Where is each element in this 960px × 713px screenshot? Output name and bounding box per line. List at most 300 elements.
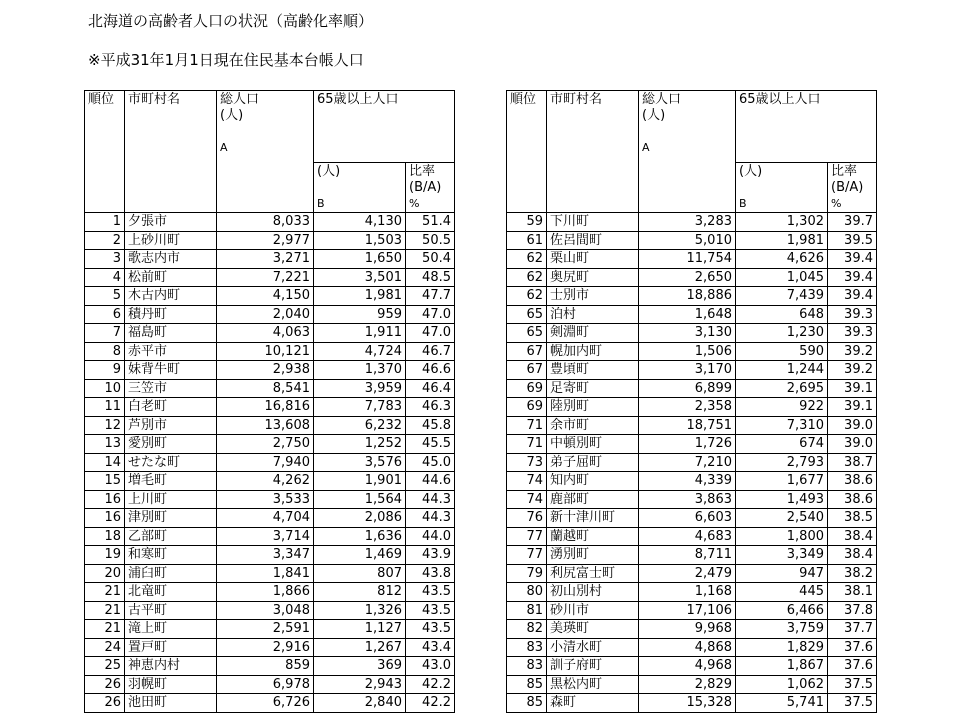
municipality-name-cell: 小清水町 — [547, 638, 639, 657]
table-row — [507, 657, 877, 676]
table-row — [85, 213, 455, 232]
municipality-name-cell: 三笠市 — [125, 379, 217, 398]
total-population-cell: 7,210 — [639, 453, 736, 472]
municipality-name-cell: 蘭越町 — [547, 527, 639, 546]
aging-rate-cell: 38.6 — [828, 472, 877, 491]
rank-cell: 21 — [85, 601, 125, 620]
total-population-cell: 13,608 — [217, 416, 314, 435]
table-row — [507, 231, 877, 250]
table-row — [85, 546, 455, 565]
municipality-name-cell: 置戸町 — [125, 638, 217, 657]
table-row — [507, 601, 877, 620]
elderly-population-cell: 2,086 — [314, 509, 406, 528]
rank-cell: 85 — [507, 675, 547, 694]
aging-rate-cell: 37.6 — [828, 657, 877, 676]
municipality-name-cell: 和寒町 — [125, 546, 217, 565]
total-population-cell: 859 — [217, 657, 314, 676]
municipality-name-cell: 幌加内町 — [547, 342, 639, 361]
rank-cell: 61 — [507, 231, 547, 250]
total-population-cell: 18,886 — [639, 287, 736, 306]
rank-cell: 80 — [507, 583, 547, 602]
aging-rate-cell: 38.1 — [828, 583, 877, 602]
aging-rate-cell: 39.1 — [828, 379, 877, 398]
total-population-cell: 1,648 — [639, 305, 736, 324]
elderly-population-cell: 1,302 — [736, 213, 828, 232]
total-population-cell: 3,170 — [639, 361, 736, 380]
aging-rate-cell: 45.0 — [406, 453, 455, 472]
table-row — [507, 638, 877, 657]
elderly-population-cell: 1,127 — [314, 620, 406, 639]
total-population-cell: 2,040 — [217, 305, 314, 324]
elderly-population-cell: 7,310 — [736, 416, 828, 435]
rank-cell: 6 — [85, 305, 125, 324]
municipality-name-cell: 湧別町 — [547, 546, 639, 565]
municipality-name-cell: 赤平市 — [125, 342, 217, 361]
aging-rate-cell: 39.3 — [828, 324, 877, 343]
aging-rate-cell: 39.0 — [828, 435, 877, 454]
total-population-cell: 4,150 — [217, 287, 314, 306]
rank-cell: 83 — [507, 638, 547, 657]
rank-cell: 67 — [507, 342, 547, 361]
aging-rate-cell: 38.2 — [828, 564, 877, 583]
total-population-cell: 1,726 — [639, 435, 736, 454]
aging-rate-cell: 43.9 — [406, 546, 455, 565]
municipality-name-cell: 妹背牛町 — [125, 361, 217, 380]
total-population-cell: 11,754 — [639, 250, 736, 269]
aging-rate-cell: 45.8 — [406, 416, 455, 435]
municipality-name-cell: 古平町 — [125, 601, 217, 620]
municipality-name-cell: 剣淵町 — [547, 324, 639, 343]
elderly-population-cell: 812 — [314, 583, 406, 602]
total-population-cell: 15,328 — [639, 694, 736, 713]
elderly-population-cell: 959 — [314, 305, 406, 324]
municipality-name-cell: 浦臼町 — [125, 564, 217, 583]
aging-rate-cell: 38.5 — [828, 509, 877, 528]
municipality-name-cell: 福島町 — [125, 324, 217, 343]
total-population-cell: 7,221 — [217, 268, 314, 287]
total-population-cell: 2,916 — [217, 638, 314, 657]
municipality-name-cell: 知内町 — [547, 472, 639, 491]
table-row — [507, 527, 877, 546]
municipality-name-cell: 奥尻町 — [547, 268, 639, 287]
rank-cell: 81 — [507, 601, 547, 620]
header-total: 総人口 (人) A — [217, 91, 314, 213]
municipality-name-cell: 上砂川町 — [125, 231, 217, 250]
elderly-population-cell: 1,564 — [314, 490, 406, 509]
header-elderly: 65歳以上人口 — [736, 91, 877, 163]
table-row — [85, 231, 455, 250]
rank-cell: 26 — [85, 694, 125, 713]
rank-cell: 2 — [85, 231, 125, 250]
aging-rate-cell: 39.2 — [828, 361, 877, 380]
aging-rate-cell: 37.6 — [828, 638, 877, 657]
elderly-population-cell: 3,759 — [736, 620, 828, 639]
elderly-population-cell: 807 — [314, 564, 406, 583]
municipality-name-cell: 陸別町 — [547, 398, 639, 417]
total-population-cell: 3,533 — [217, 490, 314, 509]
aging-rate-cell: 42.2 — [406, 694, 455, 713]
elderly-population-cell: 1,901 — [314, 472, 406, 491]
total-population-cell: 1,866 — [217, 583, 314, 602]
aging-rate-cell: 46.3 — [406, 398, 455, 417]
aging-rate-cell: 43.0 — [406, 657, 455, 676]
rank-cell: 77 — [507, 546, 547, 565]
aging-rate-cell: 51.4 — [406, 213, 455, 232]
rank-cell: 19 — [85, 546, 125, 565]
rank-cell: 67 — [507, 361, 547, 380]
municipality-name-cell: 津別町 — [125, 509, 217, 528]
elderly-population-cell: 590 — [736, 342, 828, 361]
total-population-cell: 6,978 — [217, 675, 314, 694]
table-row — [507, 268, 877, 287]
municipality-name-cell: 池田町 — [125, 694, 217, 713]
aging-rate-cell: 44.3 — [406, 509, 455, 528]
municipality-name-cell: 滝上町 — [125, 620, 217, 639]
total-population-cell: 3,283 — [639, 213, 736, 232]
total-population-cell: 4,968 — [639, 657, 736, 676]
elderly-population-cell: 5,741 — [736, 694, 828, 713]
aging-rate-cell: 37.7 — [828, 620, 877, 639]
rank-cell: 21 — [85, 583, 125, 602]
elderly-population-cell: 1,370 — [314, 361, 406, 380]
municipality-name-cell: 弟子屈町 — [547, 453, 639, 472]
elderly-population-cell: 1,911 — [314, 324, 406, 343]
total-population-cell: 3,271 — [217, 250, 314, 269]
total-population-cell: 2,938 — [217, 361, 314, 380]
total-population-cell: 6,899 — [639, 379, 736, 398]
aging-rate-cell: 46.7 — [406, 342, 455, 361]
elderly-population-cell: 3,501 — [314, 268, 406, 287]
elderly-population-cell: 1,469 — [314, 546, 406, 565]
table-row — [85, 379, 455, 398]
table-row — [85, 583, 455, 602]
total-population-cell: 3,863 — [639, 490, 736, 509]
total-population-cell: 8,033 — [217, 213, 314, 232]
total-population-cell: 9,968 — [639, 620, 736, 639]
municipality-name-cell: 初山別村 — [547, 583, 639, 602]
total-population-cell: 4,262 — [217, 472, 314, 491]
table-row — [85, 527, 455, 546]
aging-rate-cell: 50.5 — [406, 231, 455, 250]
elderly-population-cell: 6,466 — [736, 601, 828, 620]
aging-rate-cell: 39.1 — [828, 398, 877, 417]
table-row — [507, 379, 877, 398]
aging-rate-cell: 38.7 — [828, 453, 877, 472]
total-population-cell: 6,603 — [639, 509, 736, 528]
header-total: 総人口 (人) A — [639, 91, 736, 213]
elderly-population-cell: 1,677 — [736, 472, 828, 491]
municipality-name-cell: 歌志内市 — [125, 250, 217, 269]
elderly-population-cell: 1,981 — [314, 287, 406, 306]
rank-cell: 85 — [507, 694, 547, 713]
aging-rate-cell: 39.5 — [828, 231, 877, 250]
elderly-population-cell: 1,493 — [736, 490, 828, 509]
elderly-population-cell: 3,349 — [736, 546, 828, 565]
elderly-population-cell: 947 — [736, 564, 828, 583]
total-population-cell: 8,711 — [639, 546, 736, 565]
municipality-name-cell: 新十津川町 — [547, 509, 639, 528]
table-row — [507, 305, 877, 324]
total-population-cell: 10,121 — [217, 342, 314, 361]
rank-cell: 69 — [507, 379, 547, 398]
rank-cell: 69 — [507, 398, 547, 417]
table-row — [85, 287, 455, 306]
elderly-population-cell: 1,503 — [314, 231, 406, 250]
table-row — [85, 472, 455, 491]
aging-rate-cell: 46.6 — [406, 361, 455, 380]
aging-rate-cell: 43.5 — [406, 583, 455, 602]
municipality-name-cell: 増毛町 — [125, 472, 217, 491]
header-elderly-sub: (人) B — [736, 163, 828, 213]
total-population-cell: 2,650 — [639, 268, 736, 287]
header-name: 市町村名 — [547, 91, 639, 213]
municipality-name-cell: 黒松内町 — [547, 675, 639, 694]
municipality-name-cell: 夕張市 — [125, 213, 217, 232]
header-rank: 順位 — [507, 91, 547, 213]
elderly-population-cell: 1,800 — [736, 527, 828, 546]
table-row — [85, 638, 455, 657]
table-header-row — [85, 91, 455, 163]
municipality-name-cell: 鹿部町 — [547, 490, 639, 509]
total-population-cell: 16,816 — [217, 398, 314, 417]
aging-rate-cell: 39.7 — [828, 213, 877, 232]
municipality-name-cell: 羽幌町 — [125, 675, 217, 694]
rank-cell: 83 — [507, 657, 547, 676]
total-population-cell: 4,339 — [639, 472, 736, 491]
aging-rate-cell: 38.6 — [828, 490, 877, 509]
elderly-population-cell: 2,943 — [314, 675, 406, 694]
aging-rate-cell: 50.4 — [406, 250, 455, 269]
rank-cell: 26 — [85, 675, 125, 694]
rank-cell: 1 — [85, 213, 125, 232]
elderly-population-cell: 1,252 — [314, 435, 406, 454]
municipality-name-cell: 泊村 — [547, 305, 639, 324]
table-row — [85, 490, 455, 509]
municipality-name-cell: 下川町 — [547, 213, 639, 232]
municipality-name-cell: 愛別町 — [125, 435, 217, 454]
rank-cell: 15 — [85, 472, 125, 491]
aging-rate-cell: 39.4 — [828, 268, 877, 287]
table-row — [85, 601, 455, 620]
aging-rate-cell: 39.2 — [828, 342, 877, 361]
table-row — [85, 435, 455, 454]
rank-cell: 62 — [507, 287, 547, 306]
elderly-population-cell: 1,326 — [314, 601, 406, 620]
aging-rate-cell: 44.3 — [406, 490, 455, 509]
table-row — [507, 435, 877, 454]
elderly-population-cell: 3,959 — [314, 379, 406, 398]
rank-cell: 13 — [85, 435, 125, 454]
table-row — [85, 342, 455, 361]
total-population-cell: 2,358 — [639, 398, 736, 417]
municipality-name-cell: 砂川市 — [547, 601, 639, 620]
aging-rate-cell: 38.4 — [828, 527, 877, 546]
table-row — [507, 509, 877, 528]
aging-rate-cell: 47.0 — [406, 305, 455, 324]
table-row — [507, 453, 877, 472]
elderly-population-cell: 4,130 — [314, 213, 406, 232]
rank-cell: 73 — [507, 453, 547, 472]
right-ranking-table — [506, 90, 877, 713]
elderly-population-cell: 1,867 — [736, 657, 828, 676]
header-rate: 比率 (B/A) % — [828, 163, 877, 213]
table-row — [507, 361, 877, 380]
aging-rate-cell: 38.4 — [828, 546, 877, 565]
total-population-cell: 18,751 — [639, 416, 736, 435]
rank-cell: 8 — [85, 342, 125, 361]
municipality-name-cell: 白老町 — [125, 398, 217, 417]
table-row — [85, 416, 455, 435]
elderly-population-cell: 4,626 — [736, 250, 828, 269]
rank-cell: 82 — [507, 620, 547, 639]
rank-cell: 16 — [85, 509, 125, 528]
page-title: 北海道の高齢者人口の状況（高齢化率順） — [88, 12, 374, 30]
aging-rate-cell: 48.5 — [406, 268, 455, 287]
header-name: 市町村名 — [125, 91, 217, 213]
rank-cell: 7 — [85, 324, 125, 343]
elderly-population-cell: 6,232 — [314, 416, 406, 435]
total-population-cell: 6,726 — [217, 694, 314, 713]
total-population-cell: 4,704 — [217, 509, 314, 528]
total-population-cell: 17,106 — [639, 601, 736, 620]
table-row — [85, 305, 455, 324]
municipality-name-cell: 訓子府町 — [547, 657, 639, 676]
municipality-name-cell: 利尻富士町 — [547, 564, 639, 583]
elderly-population-cell: 1,230 — [736, 324, 828, 343]
aging-rate-cell: 42.2 — [406, 675, 455, 694]
municipality-name-cell: 余市町 — [547, 416, 639, 435]
table-row — [85, 268, 455, 287]
rank-cell: 9 — [85, 361, 125, 380]
municipality-name-cell: 栗山町 — [547, 250, 639, 269]
table-row — [507, 583, 877, 602]
total-population-cell: 2,750 — [217, 435, 314, 454]
municipality-name-cell: 森町 — [547, 694, 639, 713]
aging-rate-cell: 44.6 — [406, 472, 455, 491]
rank-cell: 65 — [507, 324, 547, 343]
municipality-name-cell: 足寄町 — [547, 379, 639, 398]
rank-cell: 5 — [85, 287, 125, 306]
municipality-name-cell: 木古内町 — [125, 287, 217, 306]
aging-rate-cell: 39.0 — [828, 416, 877, 435]
rank-cell: 12 — [85, 416, 125, 435]
rank-cell: 65 — [507, 305, 547, 324]
aging-rate-cell: 43.4 — [406, 638, 455, 657]
elderly-population-cell: 1,062 — [736, 675, 828, 694]
elderly-population-cell: 445 — [736, 583, 828, 602]
total-population-cell: 1,168 — [639, 583, 736, 602]
aging-rate-cell: 47.7 — [406, 287, 455, 306]
total-population-cell: 1,841 — [217, 564, 314, 583]
table-row — [507, 564, 877, 583]
rank-cell: 76 — [507, 509, 547, 528]
table-row — [507, 250, 877, 269]
table-row — [507, 324, 877, 343]
municipality-name-cell: 中頓別町 — [547, 435, 639, 454]
total-population-cell: 3,714 — [217, 527, 314, 546]
header-elderly: 65歳以上人口 — [314, 91, 455, 163]
table-row — [507, 472, 877, 491]
municipality-name-cell: せたな町 — [125, 453, 217, 472]
table-row — [507, 287, 877, 306]
aging-rate-cell: 46.4 — [406, 379, 455, 398]
table-row — [507, 213, 877, 232]
municipality-name-cell: 乙部町 — [125, 527, 217, 546]
rank-cell: 16 — [85, 490, 125, 509]
total-population-cell: 4,063 — [217, 324, 314, 343]
table-row — [85, 675, 455, 694]
elderly-population-cell: 1,650 — [314, 250, 406, 269]
rank-cell: 77 — [507, 527, 547, 546]
elderly-population-cell: 2,540 — [736, 509, 828, 528]
left-ranking-table — [84, 90, 455, 713]
table-row — [85, 620, 455, 639]
table-row — [85, 324, 455, 343]
municipality-name-cell: 士別市 — [547, 287, 639, 306]
municipality-name-cell: 芦別市 — [125, 416, 217, 435]
elderly-population-cell: 674 — [736, 435, 828, 454]
total-population-cell: 2,977 — [217, 231, 314, 250]
elderly-population-cell: 1,267 — [314, 638, 406, 657]
municipality-name-cell: 豊頃町 — [547, 361, 639, 380]
table-row — [507, 620, 877, 639]
aging-rate-cell: 43.5 — [406, 601, 455, 620]
elderly-population-cell: 3,576 — [314, 453, 406, 472]
municipality-name-cell: 松前町 — [125, 268, 217, 287]
table-row — [85, 453, 455, 472]
total-population-cell: 5,010 — [639, 231, 736, 250]
municipality-name-cell: 神恵内村 — [125, 657, 217, 676]
aging-rate-cell: 39.4 — [828, 250, 877, 269]
elderly-population-cell: 1,045 — [736, 268, 828, 287]
table-row — [507, 416, 877, 435]
aging-rate-cell: 44.0 — [406, 527, 455, 546]
municipality-name-cell: 美瑛町 — [547, 620, 639, 639]
rank-cell: 14 — [85, 453, 125, 472]
table-row — [507, 490, 877, 509]
elderly-population-cell: 369 — [314, 657, 406, 676]
table-row — [85, 361, 455, 380]
aging-rate-cell: 43.5 — [406, 620, 455, 639]
rank-cell: 62 — [507, 250, 547, 269]
table-row — [85, 564, 455, 583]
total-population-cell: 8,541 — [217, 379, 314, 398]
elderly-population-cell: 1,981 — [736, 231, 828, 250]
table-row — [507, 546, 877, 565]
rank-cell: 3 — [85, 250, 125, 269]
rank-cell: 25 — [85, 657, 125, 676]
rank-cell: 20 — [85, 564, 125, 583]
table-header-row — [507, 91, 877, 163]
table-row — [507, 342, 877, 361]
rank-cell: 62 — [507, 268, 547, 287]
total-population-cell: 2,591 — [217, 620, 314, 639]
total-population-cell: 3,347 — [217, 546, 314, 565]
table-row — [85, 657, 455, 676]
aging-rate-cell: 39.3 — [828, 305, 877, 324]
rank-cell: 59 — [507, 213, 547, 232]
table-row — [85, 694, 455, 713]
total-population-cell: 2,479 — [639, 564, 736, 583]
elderly-population-cell: 648 — [736, 305, 828, 324]
aging-rate-cell: 37.5 — [828, 694, 877, 713]
total-population-cell: 3,048 — [217, 601, 314, 620]
elderly-population-cell: 4,724 — [314, 342, 406, 361]
municipality-name-cell: 佐呂間町 — [547, 231, 639, 250]
aging-rate-cell: 45.5 — [406, 435, 455, 454]
rank-cell: 18 — [85, 527, 125, 546]
table-row — [85, 398, 455, 417]
